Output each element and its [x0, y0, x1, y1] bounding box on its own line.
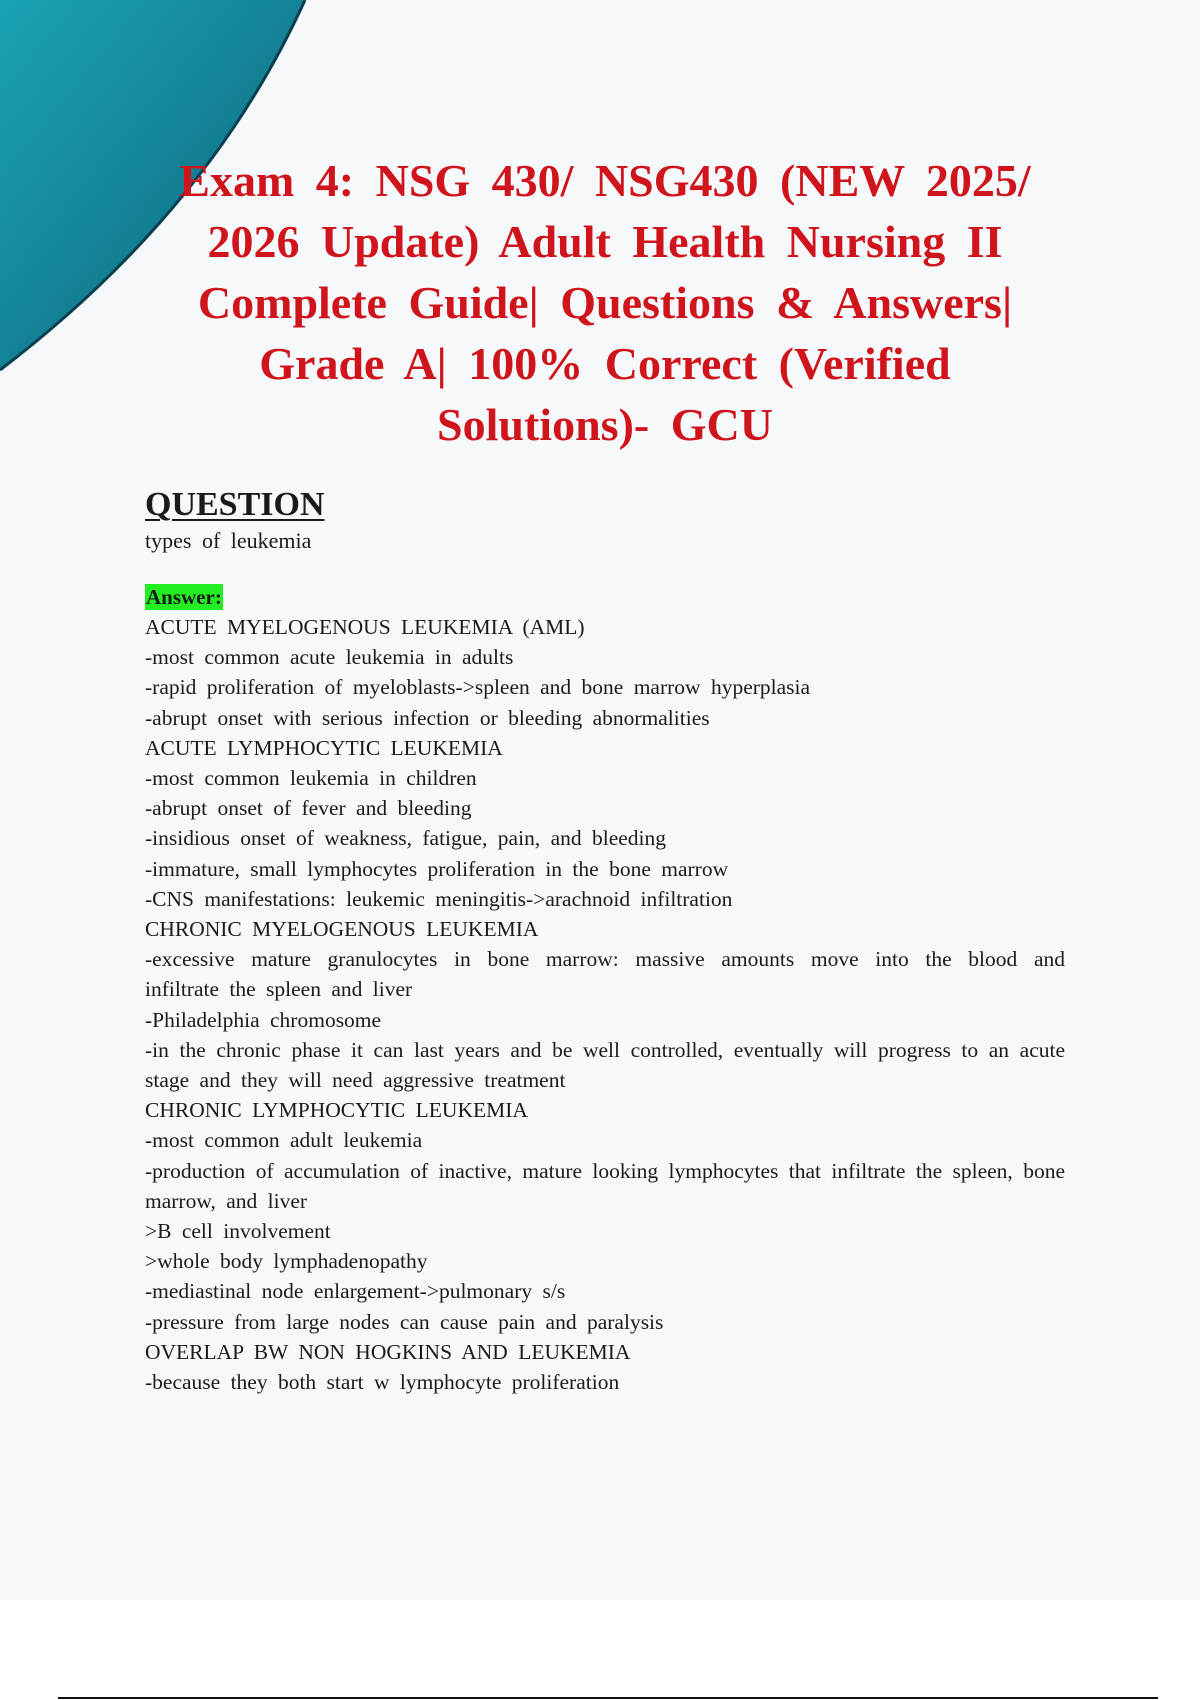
answer-line: -immature, small lymphocytes proliferation in the bone marrow — [145, 856, 729, 881]
answer-line: -because they both start w lymphocyte proliferation — [145, 1370, 620, 1395]
answer-line: CHRONIC LYMPHOCYTIC LEUKEMIA — [145, 1098, 528, 1123]
answer-line: -rapid proliferation of myeloblasts->spleen and bone marrow hyperplasia — [145, 675, 811, 700]
answer-line: -abrupt onset of fever and bleeding — [145, 796, 472, 821]
answer-line: ACUTE LYMPHOCYTIC LEUKEMIA — [145, 735, 503, 760]
footer-divider — [58, 1697, 1158, 1699]
answer-line: ACUTE MYELOGENOUS LEUKEMIA (AML) — [145, 615, 585, 639]
answer-line: CHRONIC MYELOGENOUS LEUKEMIA — [145, 917, 539, 942]
answer-label: Answer: — [146, 585, 222, 609]
answer-line: -most common adult leukemia — [145, 1128, 423, 1153]
answer-line: >whole body lymphadenopathy — [145, 1249, 428, 1274]
answer-line: -CNS manifestations: leukemic meningitis->arachnoid infiltration — [145, 886, 733, 911]
answer-line: -production of accumulation of inactive, mature looking lymphocytes that infiltrate the spleen, bone marrow, and liver — [145, 1158, 1065, 1213]
answer-line: >B cell involvement — [145, 1219, 331, 1244]
answer-line: -Philadelphia chromosome — [145, 1007, 382, 1032]
answer-line: -excessive mature granulocytes in bone marrow: massive amounts move into the blood and infiltrate the spleen and liver — [145, 947, 1065, 1002]
answer-line: -in the chronic phase it can last years and be well controlled, eventually will progress to an acute stage and they will need aggressive treatment — [145, 1037, 1065, 1093]
answer-line: -abrupt onset with serious infection or bleeding abnormalities — [145, 705, 710, 730]
answer-line: -pressure from large nodes can cause pain and paralysis — [145, 1309, 664, 1334]
answer-body — [145, 612, 1065, 1397]
question-heading: QUESTION — [145, 486, 325, 523]
document-title: Exam 4: NSG 430/ NSG430 (NEW 2025/ 2026 Update) Adult Health Nursing II Complete Guide| Questions & Answers| Grade A| 100% Correct (Verified Solutions)- GCU — [179, 155, 1031, 450]
qa-section — [145, 486, 1065, 1397]
answer-line: -mediastinal node enlargement->pulmonary s/s — [145, 1279, 566, 1304]
question-text: types of leukemia — [145, 528, 312, 553]
answer-line: OVERLAP BW NON HOGKINS AND LEUKEMIA — [145, 1339, 631, 1364]
answer-line: -insidious onset of weakness, fatigue, pain, and bleeding — [145, 826, 667, 851]
answer-line: -most common acute leukemia in adults — [145, 645, 514, 670]
answer-line: -most common leukemia in children — [145, 766, 477, 791]
